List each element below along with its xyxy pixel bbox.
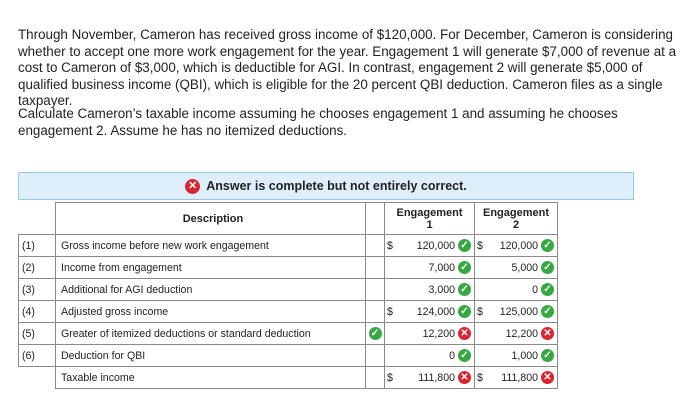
row-description[interactable]: Income from engagement [56,257,366,279]
engagement-2-cell [475,323,558,345]
engagement-2-value-input[interactable]: 120,000 [499,239,538,252]
row-description-status [366,235,385,257]
engagement-1-value-input[interactable]: 0 [449,349,455,362]
row-number: (2) [19,257,56,279]
row-description-status [366,345,385,367]
engagement-2-value-input[interactable]: 111,800 [501,371,538,384]
engagement-2-cell [475,301,558,323]
x-circle-icon: ✕ [458,327,471,340]
engagement-1-value-input[interactable]: 124,000 [416,305,455,318]
engagement-2-cell [475,345,558,367]
engagement-1-cell [385,301,475,323]
dollar-sign: $ [477,305,483,318]
dollar-sign: $ [477,239,483,252]
header-gap-cell [366,203,385,235]
table-row [19,345,558,367]
table-row [19,279,558,301]
row-number: (5) [19,323,56,345]
x-circle-icon: ✕ [185,179,200,194]
row-description[interactable]: Adjusted gross income [56,301,366,323]
answer-table [18,202,558,389]
engagement-1-cell [385,367,475,389]
check-circle-icon: ✓ [458,261,471,274]
row-number: (3) [19,279,56,301]
header-description: Description [56,203,366,235]
header-engagement-2: Engagement 2 [475,203,558,235]
check-circle-icon: ✓ [541,239,554,252]
x-circle-icon: ✕ [458,371,471,384]
header-engagement-1: Engagement 1 [385,203,475,235]
row-description[interactable]: Gross income before new work engagement [56,235,366,257]
x-circle-icon: ✕ [541,327,554,340]
engagement-2-value-input[interactable]: 12,200 [505,327,538,340]
row-description-status [366,279,385,301]
dollar-sign: $ [387,371,393,384]
check-circle-icon: ✓ [541,305,554,318]
engagement-1-value-input[interactable]: 7,000 [428,261,455,274]
engagement-1-value-input[interactable]: 111,800 [418,371,455,384]
engagement-1-value-input[interactable]: 3,000 [428,283,455,296]
engagement-2-cell [475,235,558,257]
answer-status-banner [18,172,634,200]
table-header-row [19,203,558,235]
engagement-2-value-input[interactable]: 5,000 [511,261,538,274]
row-description[interactable]: Additional for AGI deduction [56,279,366,301]
dollar-sign: $ [387,305,393,318]
row-number: (1) [19,235,56,257]
row-number: (4) [19,301,56,323]
engagement-1-cell [385,323,475,345]
check-circle-icon: ✓ [458,305,471,318]
table-row [19,235,558,257]
table-row [19,323,558,345]
engagement-1-value-input[interactable]: 120,000 [416,239,455,252]
engagement-2-cell [475,279,558,301]
row-description-status [366,367,385,389]
engagement-2-value-input[interactable]: 1,000 [511,349,538,362]
x-circle-icon: ✕ [541,371,554,384]
table-row [19,367,558,389]
engagement-2-value-input[interactable]: 0 [532,283,538,296]
row-description[interactable]: Taxable income [56,367,366,389]
engagement-2-cell [475,257,558,279]
engagement-2-cell [475,367,558,389]
check-circle-icon: ✓ [458,349,471,362]
engagement-2-value-input[interactable]: 125,000 [499,305,538,318]
dollar-sign: $ [387,239,393,252]
question-paragraph-1: Through November, Cameron has received gross income of $120,000. For December, Cameron is considering whether to accept one more work engagement for the year. Engagement 1 will generate $7,000 of revenue at a cost to Cameron of $3,000, which is deductible for AGI. In contrast, engagement 2 will generate $5,000 of qualified business income (QBI), which is eligible for the 20 percent QBI deduction. Cameron files as a single taxpayer. [18,27,677,108]
row-description[interactable]: Greater of itemized deductions or standard deduction [56,323,366,345]
check-circle-icon: ✓ [541,261,554,274]
row-number: (6) [19,345,56,367]
check-circle-icon: ✓ [369,327,382,340]
row-description[interactable]: Deduction for QBI [56,345,366,367]
answer-status-text: Answer is complete but not entirely correct. [206,179,467,193]
row-description-status [366,323,385,345]
check-circle-icon: ✓ [458,283,471,296]
row-description-status [366,257,385,279]
engagement-1-cell [385,257,475,279]
dollar-sign: $ [477,371,483,384]
check-circle-icon: ✓ [541,283,554,296]
engagement-1-cell [385,345,475,367]
row-description-status [366,301,385,323]
header-num-cell [19,203,56,235]
table-row [19,301,558,323]
question-paragraph-2: Calculate Cameron’s taxable income assuming he chooses engagement 1 and assuming he chooses engagement 2. Assume he has no itemized deductions. [18,106,618,138]
engagement-1-value-input[interactable]: 12,200 [422,327,455,340]
table-row [19,257,558,279]
row-number [19,367,56,389]
engagement-1-cell [385,279,475,301]
engagement-1-cell [385,235,475,257]
check-circle-icon: ✓ [458,239,471,252]
check-circle-icon: ✓ [541,349,554,362]
